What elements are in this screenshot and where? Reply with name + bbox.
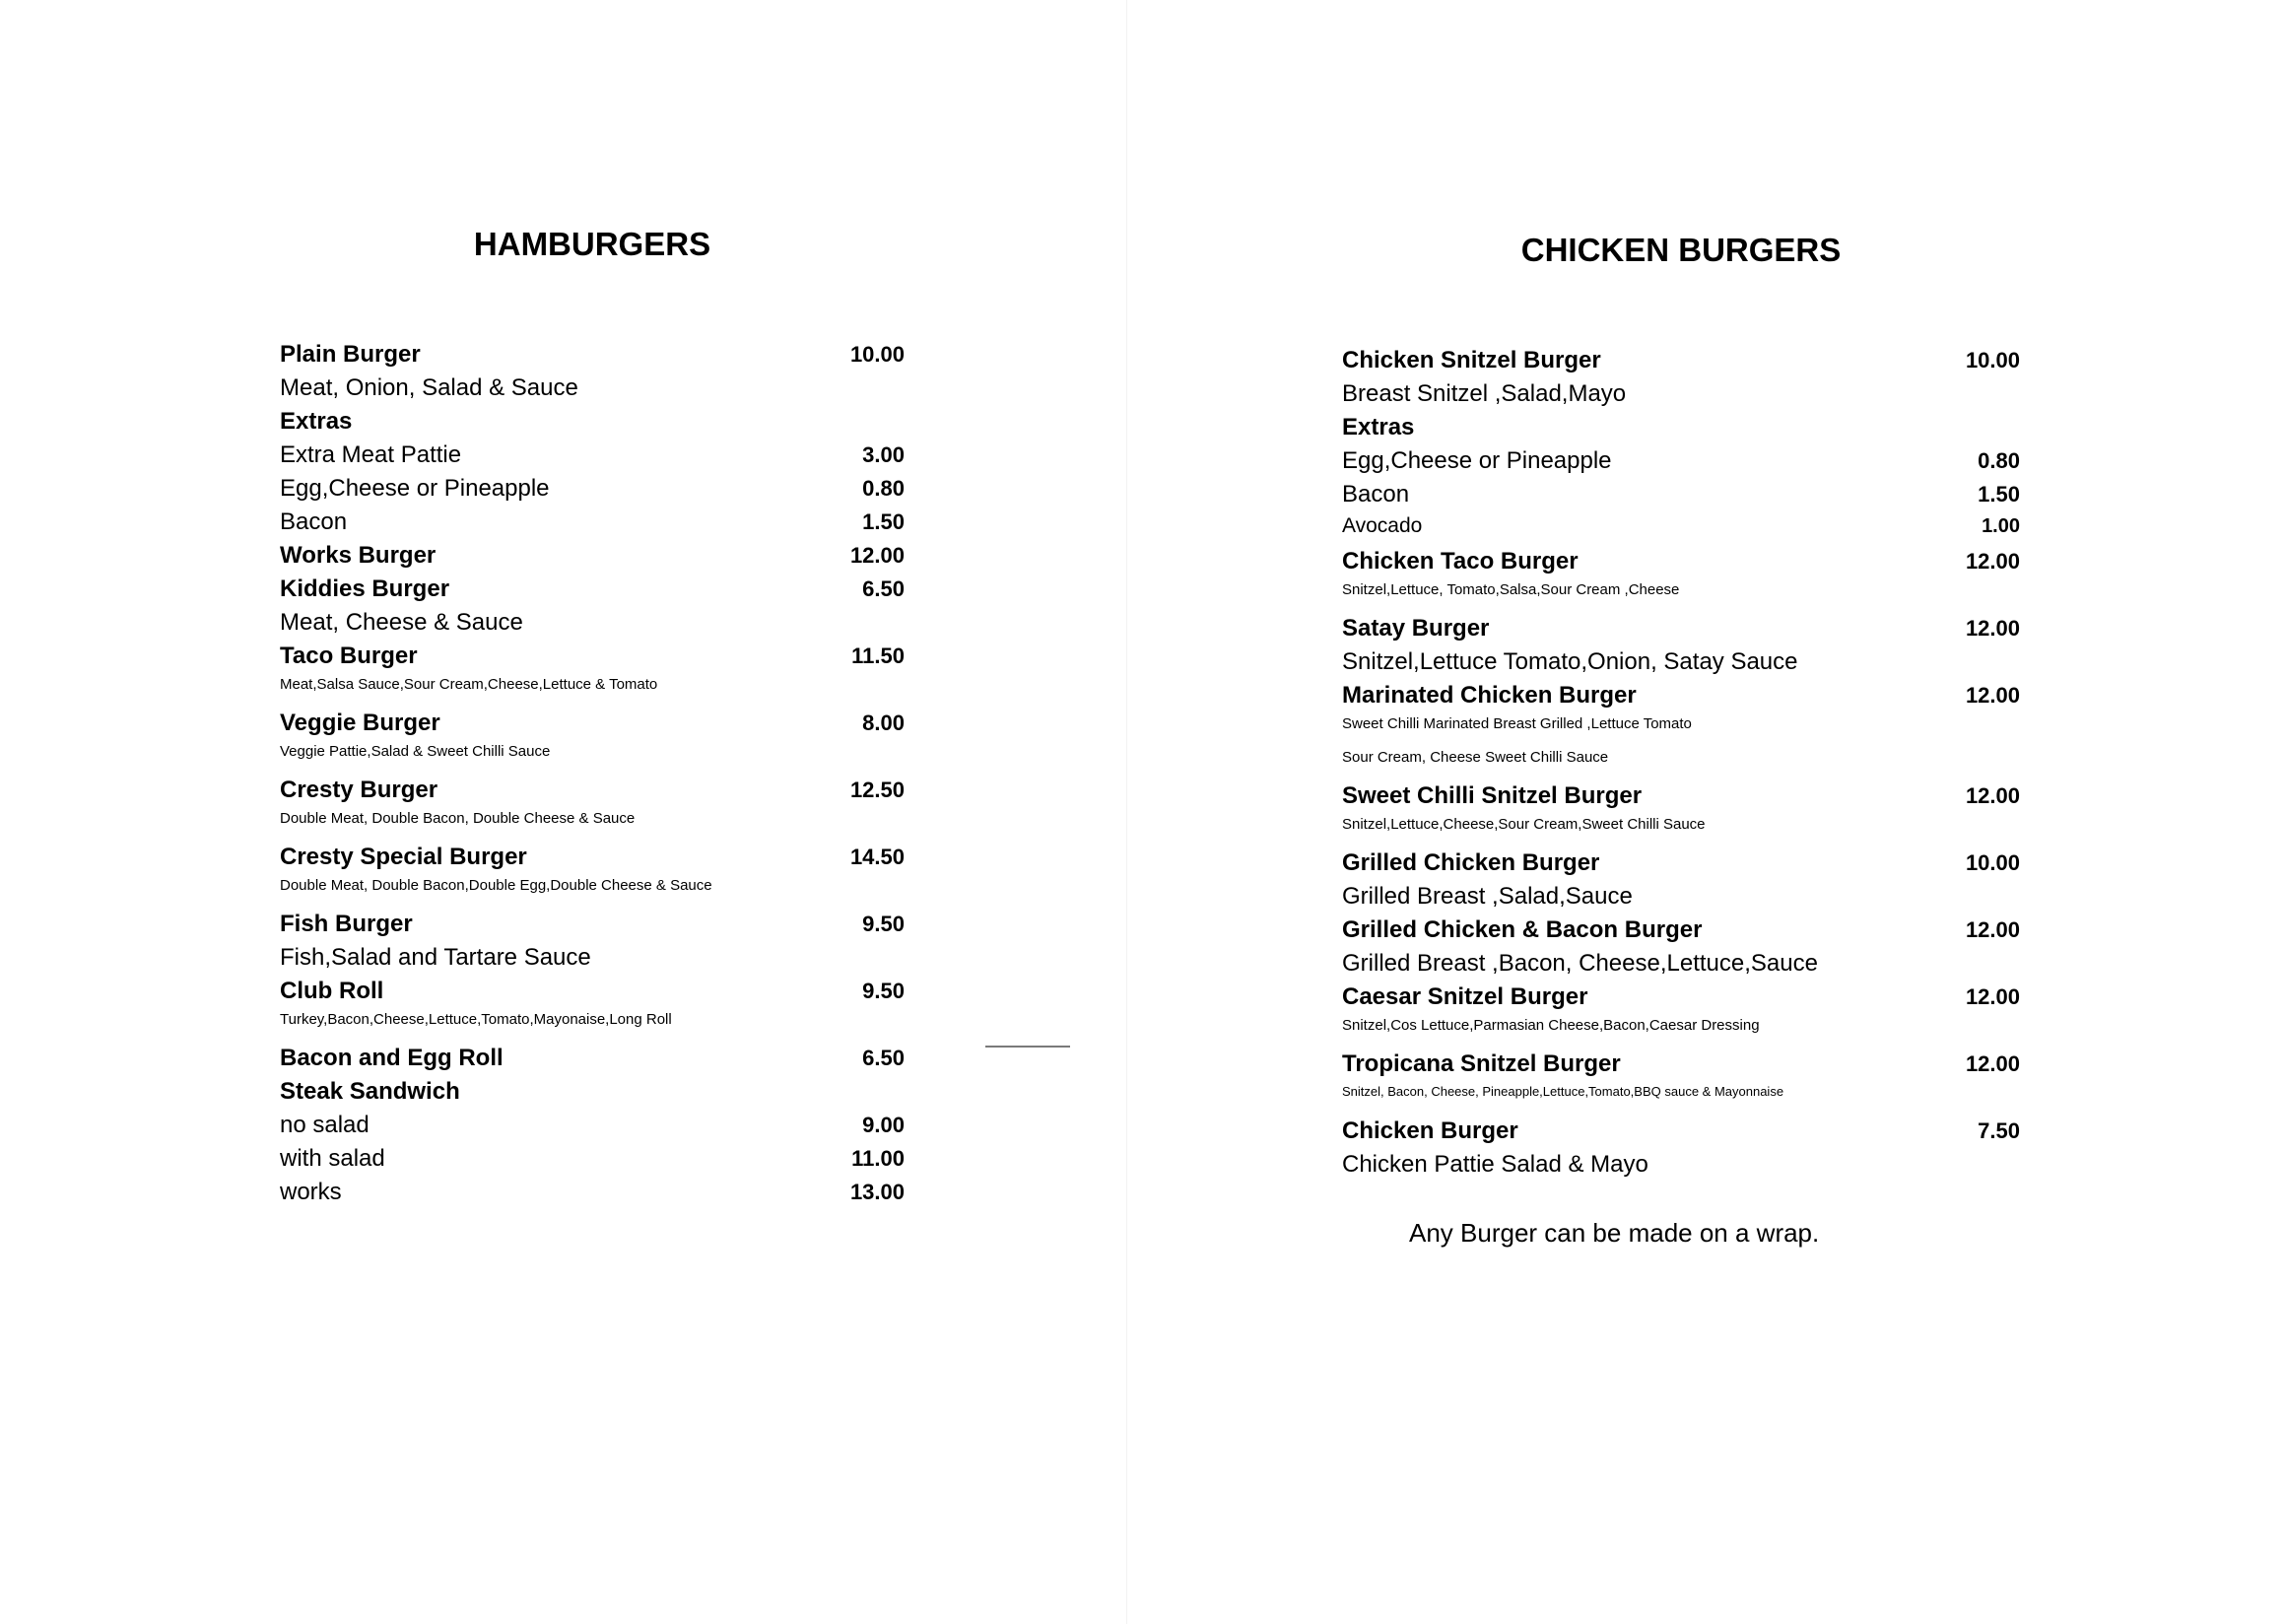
- menu-item-label: Works Burger: [280, 542, 437, 569]
- menu-row: [1342, 1017, 2020, 1050]
- menu-item-label: Snitzel, Bacon, Cheese, Pineapple,Lettuce,Tomato,BBQ sauce & Mayonnaise: [1342, 1084, 1784, 1099]
- menu-item-label: Plain Burger: [280, 341, 421, 368]
- menu-item-label: Sweet Chilli Marinated Breast Grilled ,Lettuce Tomato: [1342, 715, 1692, 732]
- menu-row: [1342, 347, 2020, 380]
- menu-item-label: Grilled Chicken & Bacon Burger: [1342, 916, 1703, 943]
- page-fold-line: [1126, 0, 1127, 1624]
- menu-item-price: 10.00: [1965, 348, 2020, 372]
- menu-item-label: Egg,Cheese or Pineapple: [280, 475, 550, 502]
- menu-row: [1342, 380, 2020, 414]
- menu-item-price: 12.00: [1965, 917, 2020, 942]
- menu-item-label: Egg,Cheese or Pineapple: [1342, 447, 1612, 474]
- menu-row: [1342, 615, 2020, 648]
- menu-row: [1342, 715, 2020, 749]
- menu-item-label: Caesar Snitzel Burger: [1342, 983, 1588, 1010]
- menu-item-label: Veggie Pattie,Salad & Sweet Chilli Sauce: [280, 743, 551, 760]
- menu-item-price: 12.00: [849, 543, 905, 568]
- menu-item-label: Veggie Burger: [280, 710, 440, 736]
- menu-item-price: 6.50: [862, 1046, 905, 1070]
- menu-item-price: 12.00: [1965, 549, 2020, 574]
- menu-item-price: 13.00: [849, 1180, 905, 1204]
- menu-item-price: 1.00: [1982, 515, 2020, 537]
- menu-item-price: 14.50: [849, 845, 905, 869]
- menu-item-price: 9.50: [862, 979, 905, 1003]
- menu-row: [280, 877, 905, 911]
- menu-row: [1342, 514, 2020, 548]
- menu-row: [280, 609, 905, 643]
- menu-item-label: Extras: [1342, 414, 1415, 440]
- menu-row: [1342, 950, 2020, 983]
- menu-row: [1342, 782, 2020, 816]
- menu-item-label: Kiddies Burger: [280, 575, 450, 602]
- menu-item-price: 12.00: [1965, 616, 2020, 641]
- menu-row: [1342, 682, 2020, 715]
- menu-item-label: Taco Burger: [280, 643, 418, 669]
- menu-row: [280, 1179, 905, 1212]
- menu-row: [280, 676, 905, 710]
- menu-item-price: 9.50: [862, 912, 905, 936]
- menu-row: [280, 374, 905, 408]
- menu-item-price: 6.50: [862, 576, 905, 601]
- menu-row: [280, 508, 905, 542]
- menu-item-label: Meat, Cheese & Sauce: [280, 609, 523, 636]
- menu-item-price: 1.50: [862, 509, 905, 534]
- menu-item-label: Double Meat, Double Bacon, Double Cheese & Sauce: [280, 810, 636, 827]
- menu-item-label: Snitzel,Lettuce, Tomato,Salsa,Sour Cream ,Cheese: [1342, 581, 1680, 598]
- menu-row: [280, 1078, 905, 1112]
- menu-row: [1342, 1117, 2020, 1151]
- menu-item-label: Snitzel,Cos Lettuce,Parmasian Cheese,Bacon,Caesar Dressing: [1342, 1017, 1760, 1034]
- menu-item-label: Chicken Snitzel Burger: [1342, 347, 1601, 373]
- menu-row: [280, 978, 905, 1011]
- menu-item-label: Bacon: [1342, 481, 1410, 508]
- menu-item-label: Avocado: [1342, 514, 1423, 537]
- menu-row: [280, 1145, 905, 1179]
- menu-item-label: Grilled Breast ,Salad,Sauce: [1342, 883, 1633, 910]
- menu-item-price: 8.00: [862, 710, 905, 735]
- menu-row: [280, 643, 905, 676]
- menu-row: [280, 441, 905, 475]
- hamburgers-list: [280, 341, 905, 1212]
- menu-item-price: 9.00: [862, 1113, 905, 1137]
- menu-item-price: 12.50: [849, 778, 905, 802]
- menu-item-price: 10.00: [1965, 850, 2020, 875]
- menu-row: [1342, 1050, 2020, 1084]
- menu-item-price: 10.00: [849, 342, 905, 367]
- menu-item-price: 1.50: [1978, 482, 2020, 507]
- menu-row: [1342, 816, 2020, 849]
- menu-row: [1342, 414, 2020, 447]
- menu-item-label: Double Meat, Double Bacon,Double Egg,Double Cheese & Sauce: [280, 877, 712, 894]
- menu-item-label: Extra Meat Pattie: [280, 441, 462, 468]
- menu-row: [1342, 883, 2020, 916]
- menu-item-label: Sour Cream, Cheese Sweet Chilli Sauce: [1342, 749, 1609, 766]
- menu-row: [1342, 916, 2020, 950]
- menu-row: [280, 911, 905, 944]
- menu-item-label: Meat, Onion, Salad & Sauce: [280, 374, 578, 401]
- hamburgers-section: [280, 225, 905, 1212]
- menu-row: [1342, 849, 2020, 883]
- menu-item-label: Cresty Burger: [280, 777, 438, 803]
- menu-row: [280, 1112, 905, 1145]
- menu-item-label: Marinated Chicken Burger: [1342, 682, 1637, 709]
- menu-item-label: Grilled Breast ,Bacon, Cheese,Lettuce,Sauce: [1342, 950, 1818, 977]
- chicken-burgers-list: [1342, 347, 2020, 1184]
- menu-item-label: Chicken Pattie Salad & Mayo: [1342, 1151, 1648, 1178]
- menu-item-label: Sweet Chilli Snitzel Burger: [1342, 782, 1643, 809]
- menu-item-label: Bacon and Egg Roll: [280, 1045, 504, 1071]
- menu-item-price: 12.00: [1965, 683, 2020, 708]
- menu-row: [280, 408, 905, 441]
- menu-row: [280, 575, 905, 609]
- menu-item-price: 7.50: [1978, 1118, 2020, 1143]
- menu-item-label: Chicken Burger: [1342, 1117, 1518, 1144]
- menu-row: [1342, 1151, 2020, 1184]
- menu-row: [1342, 648, 2020, 682]
- menu-item-label: Bacon: [280, 508, 348, 535]
- menu-item-label: no salad: [280, 1112, 370, 1138]
- menu-item-label: Fish,Salad and Tartare Sauce: [280, 944, 591, 971]
- menu-item-label: Snitzel,Lettuce,Cheese,Sour Cream,Sweet Chilli Sauce: [1342, 816, 1706, 833]
- menu-item-price: 11.50: [851, 643, 905, 668]
- menu-row: [1342, 1084, 2020, 1117]
- menu-item-price: 12.00: [1965, 984, 2020, 1009]
- menu-row: [280, 844, 905, 877]
- menu-item-label: Meat,Salsa Sauce,Sour Cream,Cheese,Lettuce & Tomato: [280, 676, 658, 693]
- menu-row: [280, 475, 905, 508]
- menu-item-price: 0.80: [1978, 448, 2020, 473]
- menu-row: [280, 743, 905, 777]
- menu-item-label: Cresty Special Burger: [280, 844, 527, 870]
- menu-item-label: with salad: [280, 1145, 385, 1172]
- menu-item-price: 0.80: [862, 476, 905, 501]
- menu-row: [280, 341, 905, 374]
- menu-row: [1342, 581, 2020, 615]
- menu-item-label: Fish Burger: [280, 911, 413, 937]
- menu-item-label: Chicken Taco Burger: [1342, 548, 1579, 575]
- menu-row: [280, 1011, 905, 1045]
- menu-item-label: Snitzel,Lettuce Tomato,Onion, Satay Sauce: [1342, 648, 1798, 675]
- menu-row: [280, 944, 905, 978]
- menu-row: [1342, 983, 2020, 1017]
- menu-row: [280, 810, 905, 844]
- menu-item-label: Club Roll: [280, 978, 384, 1004]
- menu-item-label: Extras: [280, 408, 353, 435]
- menu-row: [280, 542, 905, 575]
- menu-item-label: Satay Burger: [1342, 615, 1490, 642]
- wrap-note: Any Burger can be made on a wrap.: [1409, 1218, 1820, 1248]
- menu-row: [1342, 548, 2020, 581]
- hamburgers-title: HAMBURGERS: [473, 226, 711, 262]
- menu-item-label: works: [280, 1179, 342, 1205]
- menu-row: [280, 777, 905, 810]
- menu-item-price: 3.00: [862, 442, 905, 467]
- menu-row: [1342, 749, 2020, 782]
- menu-item-price: 12.00: [1965, 1051, 2020, 1076]
- menu-item-label: Turkey,Bacon,Cheese,Lettuce,Tomato,Mayonaise,Long Roll: [280, 1011, 672, 1028]
- menu-item-label: Grilled Chicken Burger: [1342, 849, 1600, 876]
- menu-item-price: 11.00: [851, 1146, 905, 1171]
- menu-row: [1342, 481, 2020, 514]
- chicken-burgers-title: CHICKEN BURGERS: [1520, 232, 1842, 268]
- chicken-burgers-section: [1342, 231, 2020, 1184]
- menu-item-price: 12.00: [1965, 783, 2020, 808]
- menu-item-label: Steak Sandwich: [280, 1078, 460, 1105]
- menu-item-label: Tropicana Snitzel Burger: [1342, 1050, 1621, 1077]
- scan-dash-mark: [985, 1046, 1070, 1048]
- menu-item-label: Breast Snitzel ,Salad,Mayo: [1342, 380, 1627, 407]
- menu-row: [280, 1045, 905, 1078]
- menu-row: [1342, 447, 2020, 481]
- menu-row: [280, 710, 905, 743]
